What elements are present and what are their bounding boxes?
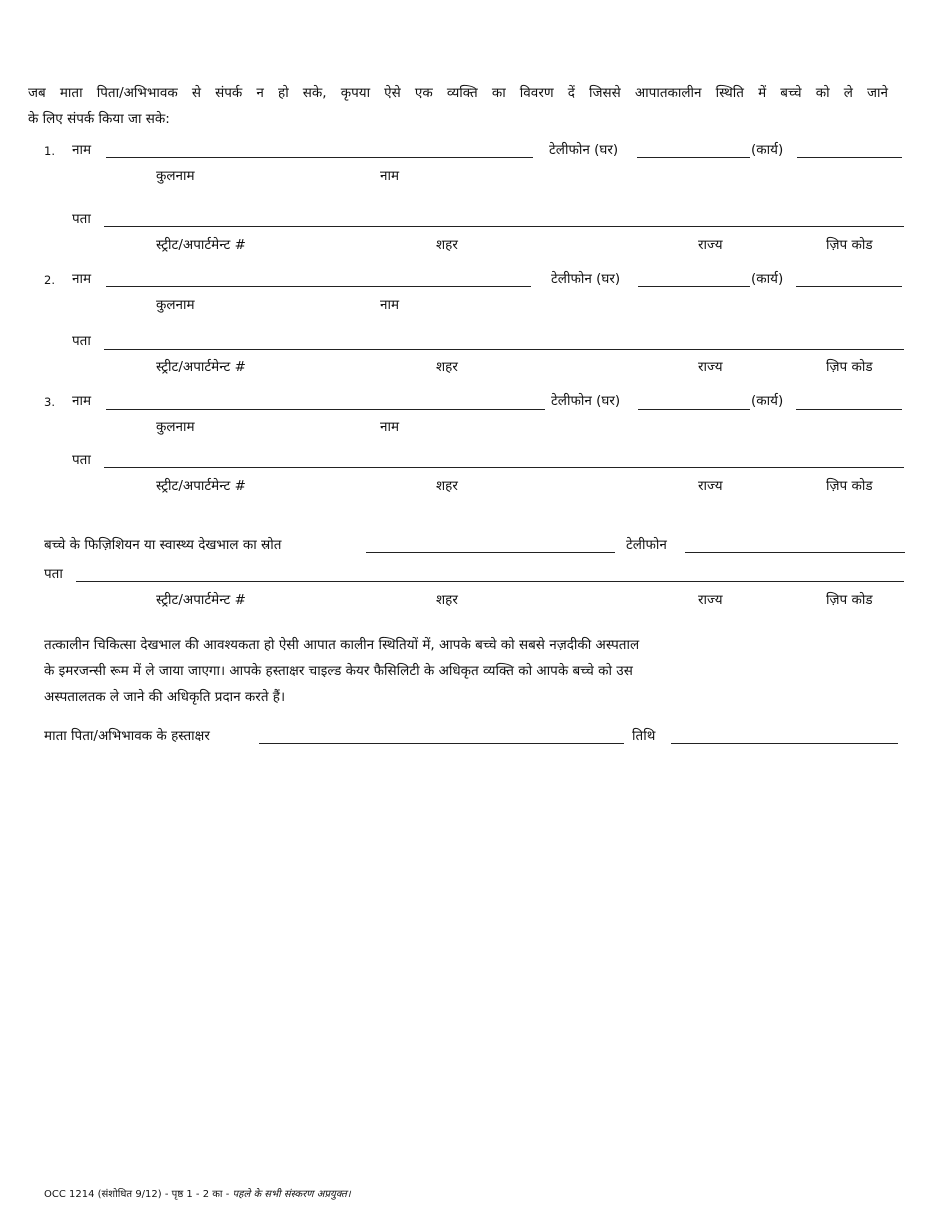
name-label: नाम	[72, 142, 92, 158]
phone-home-field[interactable]	[637, 157, 750, 158]
street-label: स्ट्रीट/अपार्टमेन्ट #	[156, 592, 246, 608]
address-label: पता	[72, 333, 91, 349]
consent-paragraph	[44, 632, 844, 710]
address-label: पता	[72, 452, 91, 468]
zip-label: ज़िप कोड	[826, 478, 873, 494]
address-field[interactable]	[104, 226, 904, 227]
address-field[interactable]	[104, 349, 904, 350]
intro-line-1: जब माता पिता/अभिभावक से संपर्क न हो सके, कृपया ऐसे एक व्यक्ति का विवरण दें जिससे आपातकालीन स्थिति में बच्चे को ले जाने	[28, 85, 888, 101]
phone-work-label: (कार्य)	[751, 271, 784, 287]
phone-work-field[interactable]	[796, 409, 902, 410]
zip-label: ज़िप कोड	[826, 592, 873, 608]
consent-line-2: के इमरजन्सी रूम में ले जाया जाएगा। आपके हस्ताक्षर चाइल्ड केयर फैसिलिटी के अधिकृत व्यक्ति को आपके बच्चे को उस	[44, 663, 633, 679]
phone-work-label: (कार्य)	[751, 142, 784, 158]
name-field[interactable]	[106, 157, 533, 158]
phone-work-field[interactable]	[797, 157, 902, 158]
first-name-label: नाम	[380, 419, 400, 435]
physician-address-field[interactable]	[76, 581, 904, 582]
first-name-label: नाम	[380, 297, 400, 313]
footer-note: पहले के सभी संस्करण अप्रयुक्त।	[232, 1189, 351, 1200]
surname-label: कुलनाम	[156, 168, 195, 184]
name-field[interactable]	[106, 409, 545, 410]
address-label: पता	[72, 211, 91, 227]
zip-label: ज़िप कोड	[826, 237, 873, 253]
physician-address-label: पता	[44, 566, 63, 582]
consent-line-1: तत्कालीन चिकित्सा देखभाल की आवश्यकता हो ऐसी आपात कालीन स्थितियों में, आपके बच्चे को सबसे नज़दीकी अस्पताल	[44, 637, 640, 653]
city-label: शहर	[436, 237, 458, 253]
physician-field[interactable]	[366, 552, 615, 553]
state-label: राज्य	[698, 478, 723, 494]
phone-home-label: टेलीफोन (घर)	[549, 142, 619, 158]
physician-label: बच्चे के फिज़िशियन या स्वास्थ्य देखभाल का स्रोत	[44, 537, 282, 553]
name-label: नाम	[72, 271, 92, 287]
consent-line-3: अस्पतालतक ले जाने की अधिकृति प्रदान करते हैं।	[44, 689, 286, 705]
name-field[interactable]	[106, 286, 531, 287]
city-label: शहर	[436, 359, 458, 375]
address-field[interactable]	[104, 467, 904, 468]
date-field[interactable]	[671, 743, 898, 744]
date-label: तिथि	[632, 728, 656, 744]
name-label: नाम	[72, 393, 92, 409]
contact-number: 2.	[44, 273, 55, 287]
city-label: शहर	[436, 592, 458, 608]
state-label: राज्य	[698, 592, 723, 608]
first-name-label: नाम	[380, 168, 400, 184]
phone-home-field[interactable]	[638, 409, 750, 410]
phone-home-label: टेलीफोन (घर)	[551, 393, 621, 409]
surname-label: कुलनाम	[156, 419, 195, 435]
state-label: राज्य	[698, 359, 723, 375]
phone-home-label: टेलीफोन (घर)	[551, 271, 621, 287]
intro-line-2: के लिए संपर्क किया जा सके:	[28, 111, 170, 127]
physician-phone-label: टेलीफोन	[626, 537, 667, 553]
surname-label: कुलनाम	[156, 297, 195, 313]
street-label: स्ट्रीट/अपार्टमेन्ट #	[156, 359, 246, 375]
phone-work-field[interactable]	[796, 286, 902, 287]
phone-home-field[interactable]	[638, 286, 750, 287]
contact-number: 3.	[44, 395, 55, 409]
signature-field[interactable]	[259, 743, 624, 744]
street-label: स्ट्रीट/अपार्टमेन्ट #	[156, 478, 246, 494]
physician-phone-field[interactable]	[685, 552, 905, 553]
form-id: OCC 1214 (संशोधित 9/12) - पृष्ठ 1 - 2 का -	[44, 1189, 233, 1200]
signature-label: माता पिता/अभिभावक के हस्ताक्षर	[44, 728, 210, 744]
zip-label: ज़िप कोड	[826, 359, 873, 375]
street-label: स्ट्रीट/अपार्टमेन्ट #	[156, 237, 246, 253]
city-label: शहर	[436, 478, 458, 494]
state-label: राज्य	[698, 237, 723, 253]
footer	[44, 1186, 351, 1200]
contact-number: 1.	[44, 144, 55, 158]
intro-text	[28, 80, 888, 132]
phone-work-label: (कार्य)	[751, 393, 784, 409]
